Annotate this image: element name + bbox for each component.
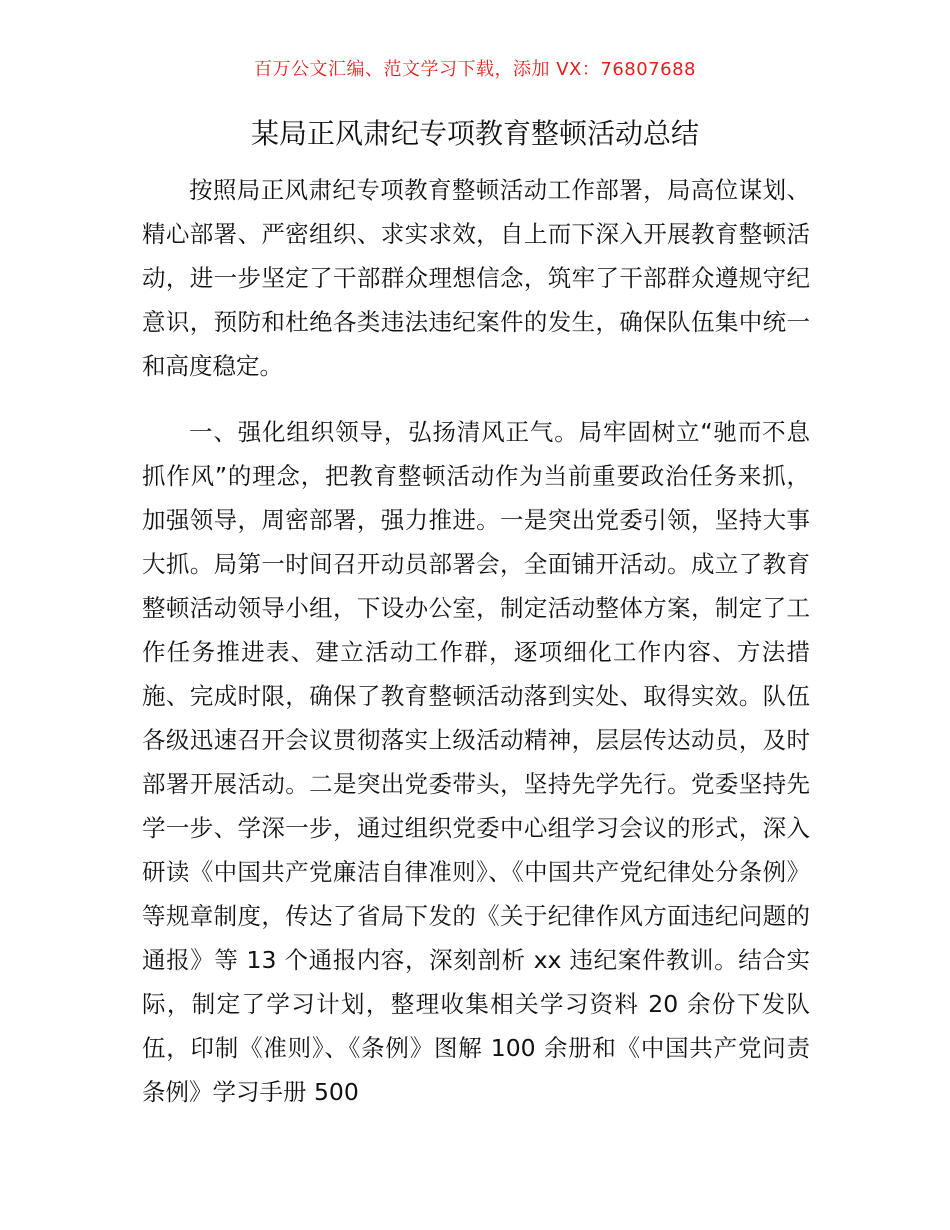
document-body [142, 168, 810, 1114]
header-note: 百万公文汇编、范文学习下载，添加 VX：76807688 [254, 59, 696, 80]
document-title: 某局正风肃纪专项教育整顿活动总结 [250, 117, 699, 150]
paragraph-section-one: 一、强化组织领导，弘扬清风正气。局牢固树立“驰而不息抓作风”的理念，把教育整顿活动作为当前重要政治任务来抓，加强领导，周密部署，强力推进。一是突出党委引领，坚持大事大抓。局第一时间召开动员部署会，全面铺开活动。成立了教育整顿活动领导小组，下设办公室，制定活动整体方案，制定了工作任务推进表、建立活动工作群，逐项细化工作内容、方法措施、完成时限，确保了教育整顿活动落到实处、取得实效。队伍各级迅速召开会议贯彻落实上级活动精神，层层传达动员，及时部署开展活动。二是突出党委带头，坚持先学先行。党委坚持先学一步、学深一步，通过组织党委中心组学习会议的形式，深入研读《中国共产党廉洁自律准则》、《中国共产党纪律处分条例》等规章制度，传达了省局下发的《关于纪律作风方面违纪问题的通报》等 13 个通报内容，深刻剖析 xx 违纪案件教训。结合实际，制定了学习计划，整理收集相关学习资料 20 余份下发队伍，印制《准则》、《条例》图解 100 余册和《中国共产党问责条例》学习手册 500 [142, 418, 810, 1106]
paragraph-intro: 按照局正风肃纪专项教育整顿活动工作部署，局高位谋划、精心部署、严密组织、求实求效，自上而下深入开展教育整顿活动，进一步坚定了干部群众理想信念，筑牢了干部群众遵规守纪意识，预防和杜绝各类违法违纪案件的发生，确保队伍集中统一和高度稳定。 [142, 176, 810, 380]
